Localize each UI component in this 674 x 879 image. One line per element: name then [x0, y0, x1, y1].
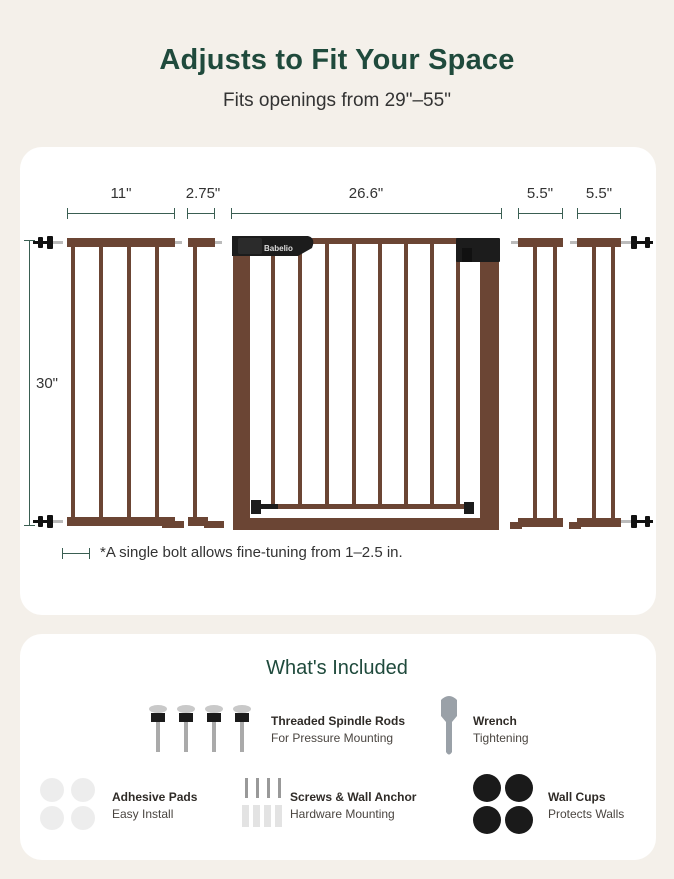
- item-name-spindle-rods: Threaded Spindle Rods: [271, 714, 406, 728]
- dim-label-ext3: 5.5": [526, 185, 554, 202]
- extension-5-5-a: [510, 238, 563, 529]
- item-name-screws: Screws & Wall Anchor: [290, 790, 417, 804]
- screws-icon: [242, 778, 282, 827]
- main-gate-frame: [233, 238, 499, 530]
- left-wall-bolt-bottom: [33, 515, 63, 528]
- left-wall-bolt-top: [33, 236, 63, 249]
- adhesive-pads-icon: [40, 778, 95, 830]
- right-wall-bolt-bottom: [621, 515, 653, 528]
- item-desc-spindle-rods: For Pressure Mounting: [271, 731, 394, 745]
- gate-hinge-block: [456, 238, 500, 262]
- item-desc-wrench: Tightening: [473, 731, 529, 745]
- item-name-wrench: Wrench: [473, 714, 517, 728]
- dim-label-height: 30": [36, 375, 59, 392]
- extension-2-75: [188, 238, 224, 528]
- page-subtitle: Fits openings from 29"–55": [223, 90, 451, 111]
- wall-cups-icon: [473, 774, 533, 834]
- gate-brand-text: Babelio: [264, 244, 293, 253]
- right-wall-bolt-top: [621, 236, 653, 249]
- item-desc-adhesive-pads: Easy Install: [112, 807, 174, 821]
- item-desc-screws: Hardware Mounting: [290, 807, 395, 821]
- dim-label-ext1: 11": [110, 185, 132, 202]
- item-name-wall-cups: Wall Cups: [548, 790, 606, 804]
- dim-label-main: 26.6": [348, 185, 384, 202]
- note-bolt-line: [62, 553, 90, 554]
- spindle-rods-icon: [149, 705, 251, 752]
- item-name-adhesive-pads: Adhesive Pads: [112, 790, 198, 804]
- extension-11: [67, 238, 184, 528]
- extension-5-5-b: [569, 238, 621, 529]
- wrench-icon: [441, 696, 457, 755]
- dim-label-ext2: 2.75": [185, 185, 221, 202]
- item-desc-wall-cups: Protects Walls: [548, 807, 625, 821]
- bolt-note: *A single bolt allows fine-tuning from 1–2.5 in.: [100, 544, 403, 561]
- page-title: Adjusts to Fit Your Space: [159, 44, 515, 76]
- whats-included-title: What's Included: [266, 657, 408, 679]
- dim-label-ext4: 5.5": [585, 185, 613, 202]
